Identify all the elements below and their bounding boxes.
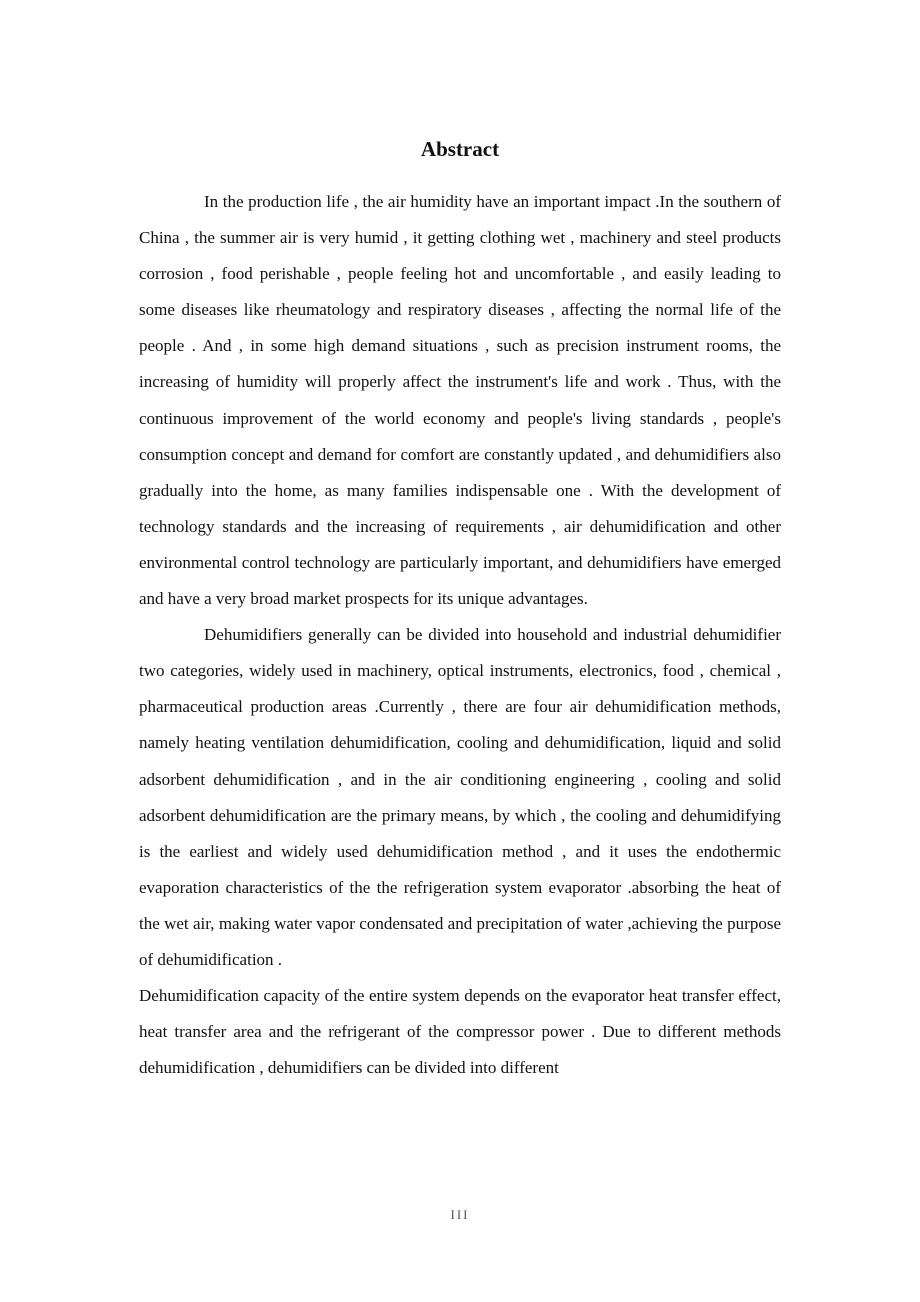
abstract-body	[139, 184, 781, 1086]
paragraph-3: Dehumidification capacity of the entire system depends on the evaporator heat transfer effect, heat transfer area and the refrigerant of the compressor power . Due to different methods dehumidification , dehumidifiers can be divided into different	[139, 986, 781, 1078]
page-title: Abstract	[420, 137, 500, 161]
page-number: III	[450, 1207, 470, 1222]
paragraph-2: Dehumidifiers generally can be divided into household and industrial dehumidifier two categories, widely used in machinery, optical instruments, electronics, food , chemical , pharmaceutical production areas .Currently , there are four air dehumidification methods, namely heating ventilation dehumidification, cooling and dehumidification, liquid and solid adsorbent dehumidification , and in the air conditioning engineering , cooling and solid adsorbent dehumidification are the primary means, by which , the cooling and dehumidifying is the earliest and widely used dehumidification method , and it uses the endothermic evaporation characteristics of the the refrigeration system evaporator .absorbing the heat of the wet air, making water vapor condensated and precipitation of water ,achieving the purpose of dehumidification .	[139, 625, 781, 969]
paragraph-1: In the production life , the air humidity have an important impact .In the southern of China , the summer air is very humid , it getting clothing wet , machinery and steel products corrosion , food perishable , people feeling hot and uncomfortable , and easily leading to some diseases like rheumatology and respiratory diseases , affecting the normal life of the people . And , in some high demand situations , such as precision instrument rooms, the increasing of humidity will properly affect the instrument's life and work . Thus, with the continuous improvement of the world economy and people's living standards , people's consumption concept and demand for comfort are constantly updated , and dehumidifiers also gradually into the home, as many families indispensable one . With the development of technology standards and the increasing of requirements , air dehumidification and other environmental control technology are particularly important, and dehumidifiers have emerged and have a very broad market prospects for its unique advantages.	[139, 192, 781, 609]
